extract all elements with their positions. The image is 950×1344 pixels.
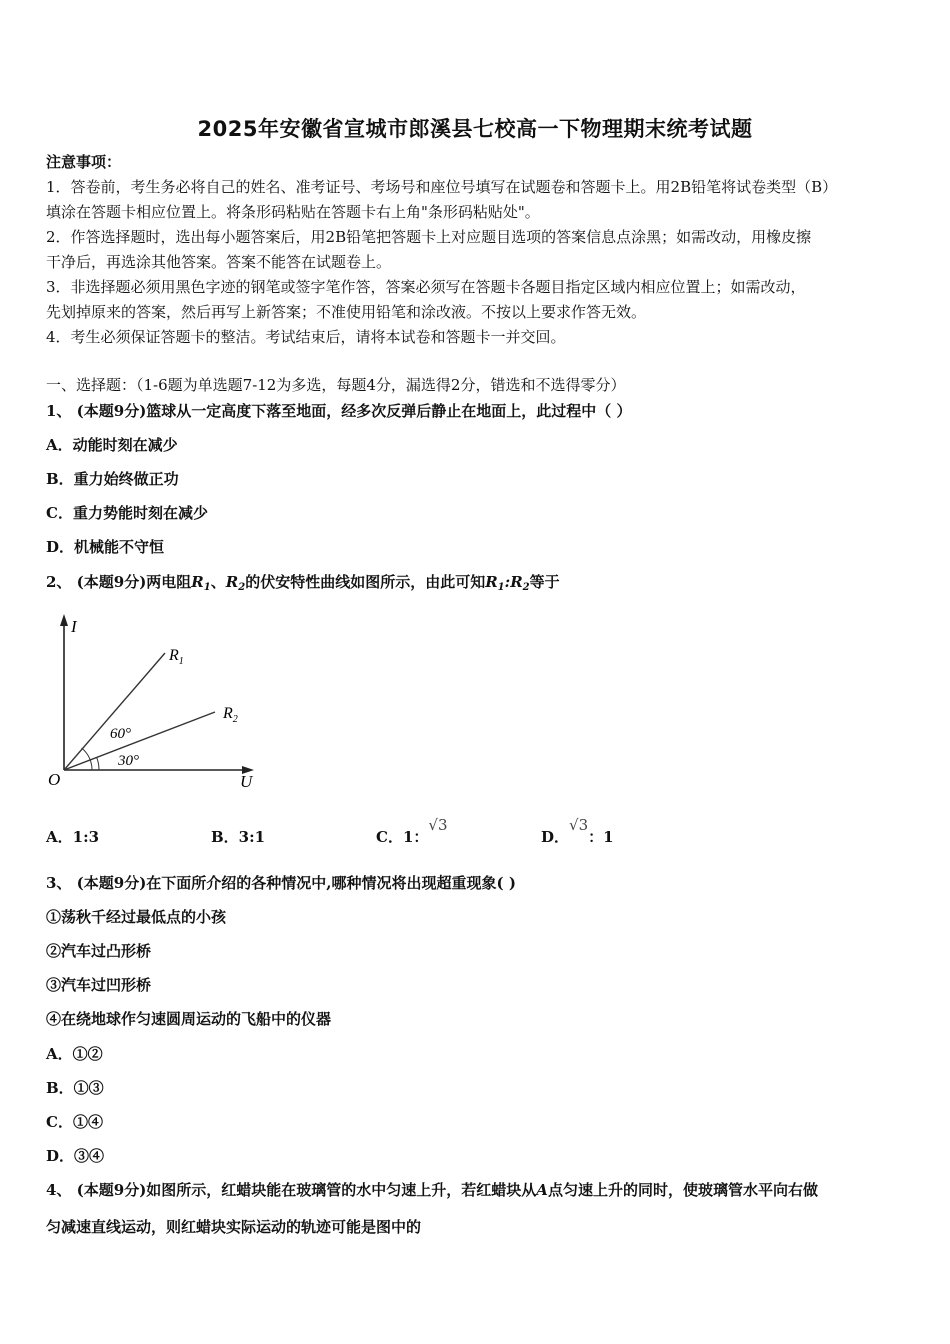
question-1-option-d: D．机械能不守恒 xyxy=(46,538,165,556)
question-3-option-d: D．③④ xyxy=(46,1147,105,1165)
question-4-stem: 4、 (本题9分)如图所示，红蜡块能在玻璃管的水中匀速上升，若红蜡块从A点匀速上升的同时，使玻璃管水平向右做 xyxy=(46,1181,818,1199)
question-1-option-a: A．动能时刻在减少 xyxy=(46,436,178,454)
r2-label: $R_2$ xyxy=(223,705,238,725)
y-axis-label: I xyxy=(71,617,77,636)
question-3-stem: 3、 (本题9分)在下面所介绍的各种情况中,哪种情况将出现超重现象( ) xyxy=(46,874,516,892)
angle-30-label: 30° xyxy=(118,753,139,769)
y-axis-arrow xyxy=(60,614,68,626)
line-r1 xyxy=(64,653,165,770)
question-4-stem-line2: 匀减速直线运动，则红蜡块实际运动的轨迹可能是图中的 xyxy=(46,1218,422,1236)
q2-prefix: 2、 (本题9分)两电阻 xyxy=(46,573,192,591)
question-2-option-b: B．3:1 xyxy=(211,828,266,846)
notice-line: 3．非选择题必须用黑色字迹的钢笔或签字笔作答，答案必须写在答题卡各题目指定区域内相应位置上；如需改动， xyxy=(46,278,806,296)
notice-line: 4．考生必须保证答题卡的整洁。考试结束后，请将本试卷和答题卡一并交回。 xyxy=(46,328,566,346)
question-1-option-b: B．重力始终做正功 xyxy=(46,470,179,488)
r1-symbol: $R_1$ xyxy=(191,573,211,593)
question-1-stem: 1、 (本题9分)篮球从一定高度下落至地面，经多次反弹后静止在地面上，此过程中（ ） xyxy=(46,402,632,420)
notice-line: 干净后，再选涂其他答案。答案不能答在试题卷上。 xyxy=(46,253,392,271)
notice-heading: 注意事项： xyxy=(46,153,122,171)
question-3-option-c: C．①④ xyxy=(46,1113,103,1131)
question-3-item: ②汽车过凸形桥 xyxy=(46,942,152,960)
question-3-option-b: B．①③ xyxy=(46,1079,104,1097)
question-2-option-d: D．√3：1 xyxy=(541,816,614,846)
question-2-stem: 2、 (本题9分)两电阻$R_1$、$R_2$的伏安特性曲线如图所示，由此可知$R_1:R_2$等于 xyxy=(46,573,560,593)
q2-suffix: 等于 xyxy=(529,573,560,591)
angle-60-label: 60° xyxy=(110,726,131,742)
q2-mid: 的伏安特性曲线如图所示，由此可知 xyxy=(245,573,486,591)
origin-label: O xyxy=(48,770,61,789)
ratio-symbol: $R_1:R_2$ xyxy=(485,573,530,593)
question-3-item: ③汽车过凹形桥 xyxy=(46,976,152,994)
page-title: 2025年安徽省宣城市郎溪县七校高一下物理期末统考试题 xyxy=(197,117,753,141)
iu-graph xyxy=(44,610,274,795)
x-axis-label: U xyxy=(240,772,253,791)
r1-label: $R_1$ xyxy=(169,647,184,667)
line-r2 xyxy=(64,712,215,770)
notice-line: 先划掉原来的答案，然后再写上新答案；不准使用铅笔和涂改液。不按以上要求作答无效。 xyxy=(46,303,647,321)
section-heading: 一、选择题：（1-6题为单选题7-12为多选，每题4分，漏选得2分，错选和不选得零分） xyxy=(46,376,626,394)
angle-arc-60 xyxy=(82,748,92,770)
notice-line: 填涂在答题卡相应位置上。将条形码粘贴在答题卡右上角"条形码粘贴处"。 xyxy=(46,203,540,221)
question-3-option-a: A．①② xyxy=(46,1045,103,1063)
r2-symbol: $R_2$ xyxy=(225,573,246,593)
notice-line: 2．作答选择题时，选出每小题答案后，用2B铅笔把答题卡上对应题目选项的答案信息点涂黑；如需改动，用橡皮擦 xyxy=(46,228,812,246)
sqrt3-symbol: √3 xyxy=(569,816,589,834)
question-3-item: ④在绕地球作匀速圆周运动的飞船中的仪器 xyxy=(46,1010,332,1028)
question-1-option-c: C．重力势能时刻在减少 xyxy=(46,504,208,522)
question-2-option-c: C．1：√3 xyxy=(376,816,448,846)
point-a: A xyxy=(536,1181,548,1199)
question-2-option-a: A．1:3 xyxy=(46,828,100,846)
sqrt3-symbol: √3 xyxy=(428,816,448,834)
notice-line: 1．答卷前，考生务必将自己的姓名、准考证号、考场号和座位号填写在试题卷和答题卡上。用2B铅笔将试卷类型（B） xyxy=(46,178,838,196)
question-3-item: ①荡秋千经过最低点的小孩 xyxy=(46,908,227,926)
angle-arc-30 xyxy=(97,757,99,770)
